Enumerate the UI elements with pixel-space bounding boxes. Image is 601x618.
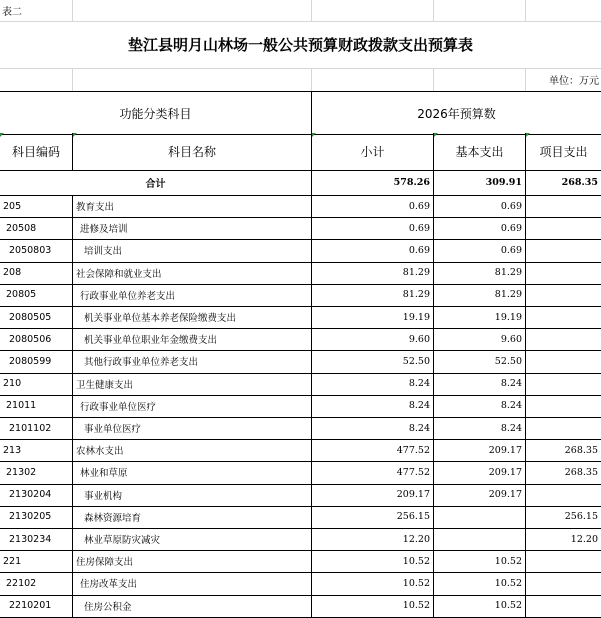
subject-code-cell: 20508 [0,217,73,239]
table-row [0,239,601,262]
basic-expense-cell: 8.24 [434,373,526,395]
project-expense-cell [526,217,601,239]
header-project-expense [526,133,601,170]
subject-name-cell: 森林资源培育 [73,506,312,528]
table-row [0,417,601,440]
project-expense-cell [526,350,601,372]
empty-cell [73,0,312,21]
subject-code-cell: 21011 [0,395,73,417]
cell-marker [526,133,530,137]
subject-name-cell: 机关事业单位职业年金缴费支出 [73,328,312,350]
subject-name-cell: 林业和草原 [73,461,312,483]
header-project-expense-text: 项目支出 [539,145,588,159]
table-row [0,506,601,529]
subtotal-cell: 10.52 [312,572,434,594]
subject-name-cell: 卫生健康支出 [73,373,312,395]
subtotal-cell: 0.69 [312,217,434,239]
header-subtotal-text: 小计 [360,145,385,159]
basic-expense-cell: 209.17 [434,484,526,506]
table-row [0,284,601,307]
subject-name-cell: 林业草原防灾减灾 [73,528,312,550]
subtotal-cell: 52.50 [312,350,434,372]
subject-name-cell: 住房保障支出 [73,550,312,572]
basic-expense-cell: 81.29 [434,262,526,284]
subject-name-cell: 行政事业单位养老支出 [73,284,312,306]
basic-expense-cell: 9.60 [434,328,526,350]
subject-name-cell: 农林水支出 [73,439,312,461]
subtotal-cell: 9.60 [312,328,434,350]
project-expense-cell: 268.35 [564,466,598,478]
project-expense-cell: 268.35 [564,444,598,456]
subject-code-cell: 210 [0,373,73,395]
basic-expense-cell: 209.17 [434,439,526,461]
table-row [0,461,601,484]
table-row [0,484,601,507]
cell-marker [434,133,438,137]
header-basic-expense-text: 基本支出 [455,145,504,159]
subject-code-cell: 2080506 [0,328,73,350]
table-row [0,528,601,551]
subtotal-cell: 477.52 [312,439,434,461]
empty-cell [434,68,526,91]
subject-name-cell: 其他行政事业单位养老支出 [73,350,312,372]
table-row [0,550,601,573]
header-subtotal [312,133,434,170]
basic-expense-cell: 19.19 [434,306,526,328]
header-subject-code-text: 科目编码 [11,145,60,159]
total-basic: 309.91 [434,170,526,195]
empty-cell [73,68,312,91]
subject-name-cell: 培训支出 [73,239,312,261]
total-label: 合计 [0,170,312,195]
header-subject-name [73,133,312,170]
table-row [0,306,601,329]
sheet-label-row [0,0,601,22]
table-row [0,595,601,618]
subject-code-cell: 2130234 [0,528,73,550]
table-row [0,439,601,462]
subtotal-cell: 19.19 [312,306,434,328]
project-expense-cell [526,195,601,217]
subtotal-cell: 0.69 [312,239,434,261]
project-expense-cell [526,239,601,261]
subject-name-cell: 事业单位医疗 [73,417,312,439]
project-expense-cell [526,328,601,350]
header-budget-year: 2026年预算数 [417,106,496,121]
basic-expense-cell: 81.29 [434,284,526,306]
basic-expense-cell: 10.52 [434,550,526,572]
basic-expense-cell: 0.69 [434,239,526,261]
subject-code-cell: 2210201 [0,595,73,617]
basic-expense-cell: 209.17 [434,461,526,483]
project-expense-cell [526,373,601,395]
total-project: 268.35 [561,177,598,188]
basic-expense-cell: 10.52 [434,572,526,594]
subject-code-cell: 221 [0,550,73,572]
subject-code-cell: 208 [0,262,73,284]
table-row [0,217,601,240]
subject-name-cell: 事业机构 [73,484,312,506]
cell-marker [73,133,77,137]
total-subtotal: 578.26 [312,170,434,195]
subject-code-cell: 21302 [0,461,73,483]
basic-expense-cell [434,528,526,550]
title-row [0,21,601,69]
subject-code-cell: 213 [0,439,73,461]
subject-name-cell: 住房公积金 [73,595,312,617]
project-expense-cell [526,417,601,439]
header-subject-code [0,133,73,170]
subject-name-cell: 机关事业单位基本养老保险缴费支出 [73,306,312,328]
basic-expense-cell: 52.50 [434,350,526,372]
basic-expense-cell: 10.52 [434,595,526,617]
table-row [0,373,601,396]
subject-name-cell: 进修及培训 [73,217,312,239]
subject-code-cell: 205 [0,195,73,217]
project-expense-cell: 12.20 [570,533,598,545]
header-functional-category: 功能分类科目 [0,92,312,134]
project-expense-cell [526,395,601,417]
cell-marker [312,133,316,137]
total-row [0,170,601,196]
basic-expense-cell: 8.24 [434,395,526,417]
subtotal-cell: 10.52 [312,550,434,572]
cell-marker [0,133,4,137]
basic-expense-cell: 8.24 [434,417,526,439]
subject-name-cell: 社会保障和就业支出 [73,262,312,284]
subject-code-cell: 2101102 [0,417,73,439]
basic-expense-cell: 0.69 [434,195,526,217]
unit-label: 单位：万元 [549,76,599,87]
subtotal-cell: 8.24 [312,417,434,439]
project-expense-cell [526,595,601,617]
table-row [0,328,601,351]
subtotal-cell: 12.20 [312,528,434,550]
subject-name-cell: 行政事业单位医疗 [73,395,312,417]
table-row [0,195,601,218]
project-expense-cell [526,484,601,506]
empty-cell [434,0,526,21]
subject-code-cell: 2080599 [0,350,73,372]
empty-cell [312,0,434,21]
subject-code-cell: 2130204 [0,484,73,506]
header-row-top [0,91,601,135]
sheet-label: 表二 [0,0,73,21]
table-row [0,262,601,285]
subtotal-cell: 81.29 [312,262,434,284]
subject-code-cell: 22102 [0,572,73,594]
header-subject-name-text: 科目名称 [167,145,216,159]
empty-cell [312,68,434,91]
project-expense-cell [526,550,601,572]
unit-row [0,68,601,91]
empty-cell [526,0,601,21]
subject-code-cell: 2130205 [0,506,73,528]
empty-cell [0,68,73,91]
project-expense-cell [526,306,601,328]
project-expense-cell [526,572,601,594]
project-expense-cell: 256.15 [564,511,598,523]
page-title: 垫江县明月山林场一般公共预算财政拨款支出预算表 [127,36,473,54]
subject-name-cell: 教育支出 [73,195,312,217]
subtotal-cell: 0.69 [312,195,434,217]
table-row [0,572,601,595]
project-expense-cell [526,284,601,306]
header-row-bottom [0,133,601,171]
subtotal-cell: 209.17 [312,484,434,506]
subject-code-cell: 20805 [0,284,73,306]
subject-code-cell: 2080505 [0,306,73,328]
table-row [0,350,601,373]
subtotal-cell: 256.15 [312,506,434,528]
subtotal-cell: 8.24 [312,373,434,395]
subtotal-cell: 8.24 [312,395,434,417]
subtotal-cell: 81.29 [312,284,434,306]
header-basic-expense [434,133,526,170]
subtotal-cell: 10.52 [312,595,434,617]
basic-expense-cell: 0.69 [434,217,526,239]
subject-code-cell: 2050803 [0,239,73,261]
subject-name-cell: 住房改革支出 [73,572,312,594]
project-expense-cell [526,262,601,284]
subtotal-cell: 477.52 [312,461,434,483]
table-row [0,395,601,418]
basic-expense-cell [434,506,526,528]
